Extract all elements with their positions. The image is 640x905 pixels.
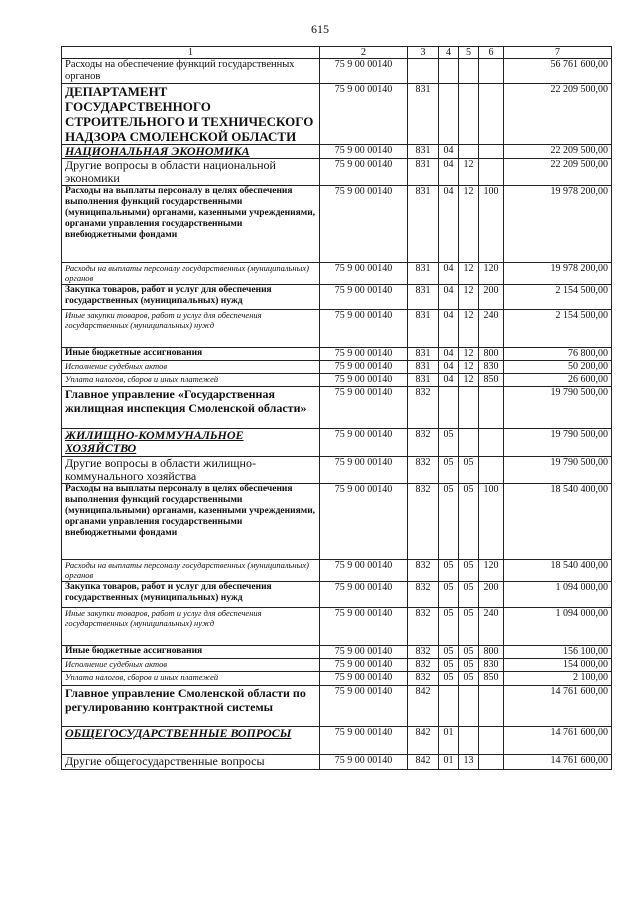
row-code-cell: 75 9 00 00140	[320, 374, 408, 387]
row-code-cell: 75 9 00 00140	[320, 457, 408, 484]
row-amount-cell: 1 094 000,00	[504, 582, 612, 608]
row-amount-cell: 2 154 500,00	[504, 285, 612, 310]
table-row	[62, 361, 612, 374]
row-col4-cell: 04	[439, 374, 459, 387]
row-name-cell: Закупка товаров, работ и услуг для обеспечения государственных (муниципальных) нужд	[62, 582, 320, 608]
row-amount-cell: 156 100,00	[504, 646, 612, 659]
row-name-cell: Иные закупки товаров, работ и услуг для обеспечения государственных (муниципальных) нужд	[62, 310, 320, 348]
row-amount-cell: 19 790 500,00	[504, 387, 612, 429]
table-row	[62, 310, 612, 348]
column-header: 4	[439, 47, 459, 59]
row-col4-cell	[439, 387, 459, 429]
row-col4-cell: 05	[439, 429, 459, 457]
row-name-cell: ОБЩЕГОСУДАРСТВЕННЫЕ ВОПРОСЫ	[62, 727, 320, 755]
row-col3-cell: 832	[408, 659, 439, 672]
row-code-cell: 75 9 00 00140	[320, 59, 408, 84]
row-col4-cell: 04	[439, 186, 459, 263]
table-header	[62, 47, 612, 59]
row-amount-cell: 26 600,00	[504, 374, 612, 387]
row-name-cell: Расходы на выплаты персоналу в целях обеспечения выполнения функций государственными (муниципальными) органами, казенными учреждениями, органами управления государственными внебюджетными фондами	[62, 484, 320, 560]
row-col5-cell: 05	[459, 672, 479, 686]
column-header: 5	[459, 47, 479, 59]
row-col5-cell: 12	[459, 285, 479, 310]
row-amount-cell: 1 094 000,00	[504, 608, 612, 646]
row-col6-cell	[479, 84, 504, 145]
row-col6-cell: 830	[479, 361, 504, 374]
row-amount-cell: 2 100,00	[504, 672, 612, 686]
row-col6-cell	[479, 457, 504, 484]
row-col4-cell: 01	[439, 755, 459, 770]
row-code-cell: 75 9 00 00140	[320, 387, 408, 429]
row-col6-cell	[479, 387, 504, 429]
row-col4-cell: 05	[439, 484, 459, 560]
table-row	[62, 285, 612, 310]
table-row	[62, 374, 612, 387]
row-col3-cell: 842	[408, 727, 439, 755]
row-col3-cell: 831	[408, 348, 439, 361]
row-col5-cell: 12	[459, 263, 479, 285]
row-col4-cell: 04	[439, 310, 459, 348]
row-col4-cell: 04	[439, 348, 459, 361]
row-amount-cell: 2 154 500,00	[504, 310, 612, 348]
row-col5-cell	[459, 429, 479, 457]
row-amount-cell: 154 000,00	[504, 659, 612, 672]
row-name-cell: Другие общегосударственные вопросы	[62, 755, 320, 770]
row-amount-cell: 22 209 500,00	[504, 84, 612, 145]
row-col3-cell: 842	[408, 686, 439, 727]
row-col3-cell: 832	[408, 387, 439, 429]
row-code-cell: 75 9 00 00140	[320, 84, 408, 145]
row-col4-cell	[439, 59, 459, 84]
row-col5-cell: 05	[459, 560, 479, 582]
row-col5-cell	[459, 727, 479, 755]
row-code-cell: 75 9 00 00140	[320, 608, 408, 646]
row-col5-cell: 05	[459, 646, 479, 659]
row-amount-cell: 14 761 600,00	[504, 727, 612, 755]
row-code-cell: 75 9 00 00140	[320, 159, 408, 186]
row-col6-cell	[479, 59, 504, 84]
row-col5-cell: 05	[459, 457, 479, 484]
row-col5-cell: 05	[459, 659, 479, 672]
table-row	[62, 348, 612, 361]
row-col5-cell: 12	[459, 159, 479, 186]
row-code-cell: 75 9 00 00140	[320, 429, 408, 457]
table-row	[62, 145, 612, 159]
row-name-cell: Расходы на обеспечение функций государственных органов	[62, 59, 320, 84]
row-col3-cell: 832	[408, 646, 439, 659]
row-code-cell: 75 9 00 00140	[320, 646, 408, 659]
row-col3-cell: 842	[408, 755, 439, 770]
row-name-cell: Другие вопросы в области жилищно-коммунального хозяйства	[62, 457, 320, 484]
table-row	[62, 560, 612, 582]
row-col4-cell: 05	[439, 582, 459, 608]
row-col3-cell	[408, 59, 439, 84]
row-col6-cell: 850	[479, 374, 504, 387]
row-col5-cell: 05	[459, 608, 479, 646]
row-col3-cell: 832	[408, 484, 439, 560]
table-row	[62, 387, 612, 429]
row-col6-cell: 850	[479, 672, 504, 686]
row-col4-cell: 04	[439, 145, 459, 159]
row-amount-cell: 18 540 400,00	[504, 484, 612, 560]
table-row	[62, 429, 612, 457]
row-col5-cell: 12	[459, 310, 479, 348]
row-code-cell: 75 9 00 00140	[320, 582, 408, 608]
row-amount-cell: 22 209 500,00	[504, 145, 612, 159]
row-col5-cell: 05	[459, 484, 479, 560]
row-col6-cell	[479, 159, 504, 186]
row-col6-cell: 120	[479, 560, 504, 582]
row-col5-cell: 12	[459, 348, 479, 361]
budget-table	[61, 46, 612, 770]
row-col6-cell: 240	[479, 310, 504, 348]
table-row	[62, 84, 612, 145]
column-header: 2	[320, 47, 408, 59]
row-col3-cell: 832	[408, 582, 439, 608]
row-amount-cell: 50 200,00	[504, 361, 612, 374]
row-code-cell: 75 9 00 00140	[320, 659, 408, 672]
row-col4-cell: 05	[439, 659, 459, 672]
row-col4-cell	[439, 686, 459, 727]
row-amount-cell: 19 790 500,00	[504, 457, 612, 484]
table-row	[62, 159, 612, 186]
row-name-cell: Другие вопросы в области национальной экономики	[62, 159, 320, 186]
row-name-cell: Уплата налогов, сборов и иных платежей	[62, 374, 320, 387]
row-code-cell: 75 9 00 00140	[320, 361, 408, 374]
row-name-cell: Уплата налогов, сборов и иных платежей	[62, 672, 320, 686]
row-col3-cell: 831	[408, 186, 439, 263]
row-amount-cell: 19 978 200,00	[504, 186, 612, 263]
row-col4-cell: 05	[439, 608, 459, 646]
row-col3-cell: 832	[408, 457, 439, 484]
row-col4-cell: 04	[439, 159, 459, 186]
row-col6-cell	[479, 145, 504, 159]
row-col6-cell: 200	[479, 285, 504, 310]
row-name-cell: Расходы на выплаты персоналу государственных (муниципальных) органов	[62, 263, 320, 285]
row-name-cell: ЖИЛИЩНО-КОММУНАЛЬНОЕ ХОЗЯЙСТВО	[62, 429, 320, 457]
row-col6-cell: 120	[479, 263, 504, 285]
row-col4-cell: 05	[439, 560, 459, 582]
row-col6-cell	[479, 686, 504, 727]
row-col3-cell: 832	[408, 560, 439, 582]
row-name-cell: Расходы на выплаты персоналу государственных (муниципальных) органов	[62, 560, 320, 582]
row-col4-cell: 04	[439, 285, 459, 310]
row-amount-cell: 22 209 500,00	[504, 159, 612, 186]
row-col3-cell: 831	[408, 374, 439, 387]
row-name-cell: Исполнение судебных актов	[62, 659, 320, 672]
row-code-cell: 75 9 00 00140	[320, 145, 408, 159]
column-header: 7	[504, 47, 612, 59]
row-col6-cell	[479, 429, 504, 457]
row-name-cell: Главное управление «Государственная жилищная инспекция Смоленской области»	[62, 387, 320, 429]
row-col6-cell	[479, 727, 504, 755]
row-name-cell: Иные бюджетные ассигнования	[62, 348, 320, 361]
row-amount-cell: 76 800,00	[504, 348, 612, 361]
row-col6-cell	[479, 755, 504, 770]
row-code-cell: 75 9 00 00140	[320, 672, 408, 686]
row-col6-cell: 100	[479, 484, 504, 560]
row-name-cell: ДЕПАРТАМЕНТ ГОСУДАРСТВЕННОГО СТРОИТЕЛЬНОГО И ТЕХНИЧЕСКОГО НАДЗОРА СМОЛЕНСКОЙ ОБЛАСТИ	[62, 84, 320, 145]
column-number-row	[62, 47, 612, 59]
column-header: 1	[62, 47, 320, 59]
row-amount-cell: 19 790 500,00	[504, 429, 612, 457]
row-col3-cell: 832	[408, 672, 439, 686]
table-row	[62, 672, 612, 686]
row-col5-cell	[459, 59, 479, 84]
row-code-cell: 75 9 00 00140	[320, 348, 408, 361]
row-name-cell: НАЦИОНАЛЬНАЯ ЭКОНОМИКА	[62, 145, 320, 159]
table-row	[62, 659, 612, 672]
row-col3-cell: 831	[408, 310, 439, 348]
table-row	[62, 457, 612, 484]
row-code-cell: 75 9 00 00140	[320, 285, 408, 310]
row-col3-cell: 831	[408, 361, 439, 374]
row-name-cell: Иные закупки товаров, работ и услуг для обеспечения государственных (муниципальных) нужд	[62, 608, 320, 646]
row-amount-cell: 56 761 600,00	[504, 59, 612, 84]
row-col5-cell: 12	[459, 374, 479, 387]
page-number: 615	[311, 22, 329, 36]
table-row	[62, 263, 612, 285]
table-row	[62, 59, 612, 84]
column-header: 6	[479, 47, 504, 59]
row-col3-cell: 831	[408, 263, 439, 285]
column-header: 3	[408, 47, 439, 59]
row-code-cell: 75 9 00 00140	[320, 263, 408, 285]
row-col3-cell: 831	[408, 145, 439, 159]
row-col5-cell: 05	[459, 582, 479, 608]
row-name-cell: Главное управление Смоленской области по регулированию контрактной системы	[62, 686, 320, 727]
row-code-cell: 75 9 00 00140	[320, 186, 408, 263]
row-col3-cell: 831	[408, 84, 439, 145]
row-col3-cell: 831	[408, 159, 439, 186]
row-col4-cell: 05	[439, 672, 459, 686]
row-col6-cell: 800	[479, 348, 504, 361]
row-col5-cell	[459, 686, 479, 727]
row-amount-cell: 19 978 200,00	[504, 263, 612, 285]
row-col4-cell: 04	[439, 361, 459, 374]
row-col5-cell: 12	[459, 361, 479, 374]
row-col3-cell: 832	[408, 608, 439, 646]
row-name-cell: Расходы на выплаты персоналу в целях обеспечения выполнения функций государственными (муниципальными) органами, казенными учреждениями, органами управления государственными внебюджетными фондами	[62, 186, 320, 263]
row-col6-cell: 100	[479, 186, 504, 263]
table-row	[62, 686, 612, 727]
row-col4-cell: 05	[439, 646, 459, 659]
row-col4-cell	[439, 84, 459, 145]
row-col6-cell: 240	[479, 608, 504, 646]
table-body	[62, 59, 612, 770]
row-col5-cell	[459, 84, 479, 145]
row-col4-cell: 01	[439, 727, 459, 755]
table-row	[62, 484, 612, 560]
row-col6-cell: 200	[479, 582, 504, 608]
row-code-cell: 75 9 00 00140	[320, 755, 408, 770]
table-row	[62, 646, 612, 659]
row-code-cell: 75 9 00 00140	[320, 560, 408, 582]
row-code-cell: 75 9 00 00140	[320, 686, 408, 727]
row-col6-cell: 800	[479, 646, 504, 659]
row-col5-cell	[459, 145, 479, 159]
row-name-cell: Исполнение судебных актов	[62, 361, 320, 374]
row-col5-cell: 13	[459, 755, 479, 770]
table-row	[62, 755, 612, 770]
row-col4-cell: 04	[439, 263, 459, 285]
row-amount-cell: 18 540 400,00	[504, 560, 612, 582]
table-row	[62, 582, 612, 608]
table-row	[62, 608, 612, 646]
row-col3-cell: 832	[408, 429, 439, 457]
row-code-cell: 75 9 00 00140	[320, 727, 408, 755]
row-name-cell: Иные бюджетные ассигнования	[62, 646, 320, 659]
row-code-cell: 75 9 00 00140	[320, 310, 408, 348]
table-row	[62, 186, 612, 263]
table-row	[62, 727, 612, 755]
row-col4-cell: 05	[439, 457, 459, 484]
row-amount-cell: 14 761 600,00	[504, 686, 612, 727]
row-col5-cell: 12	[459, 186, 479, 263]
row-code-cell: 75 9 00 00140	[320, 484, 408, 560]
row-col6-cell: 830	[479, 659, 504, 672]
row-amount-cell: 14 761 600,00	[504, 755, 612, 770]
row-col3-cell: 831	[408, 285, 439, 310]
row-col5-cell	[459, 387, 479, 429]
row-name-cell: Закупка товаров, работ и услуг для обеспечения государственных (муниципальных) нужд	[62, 285, 320, 310]
